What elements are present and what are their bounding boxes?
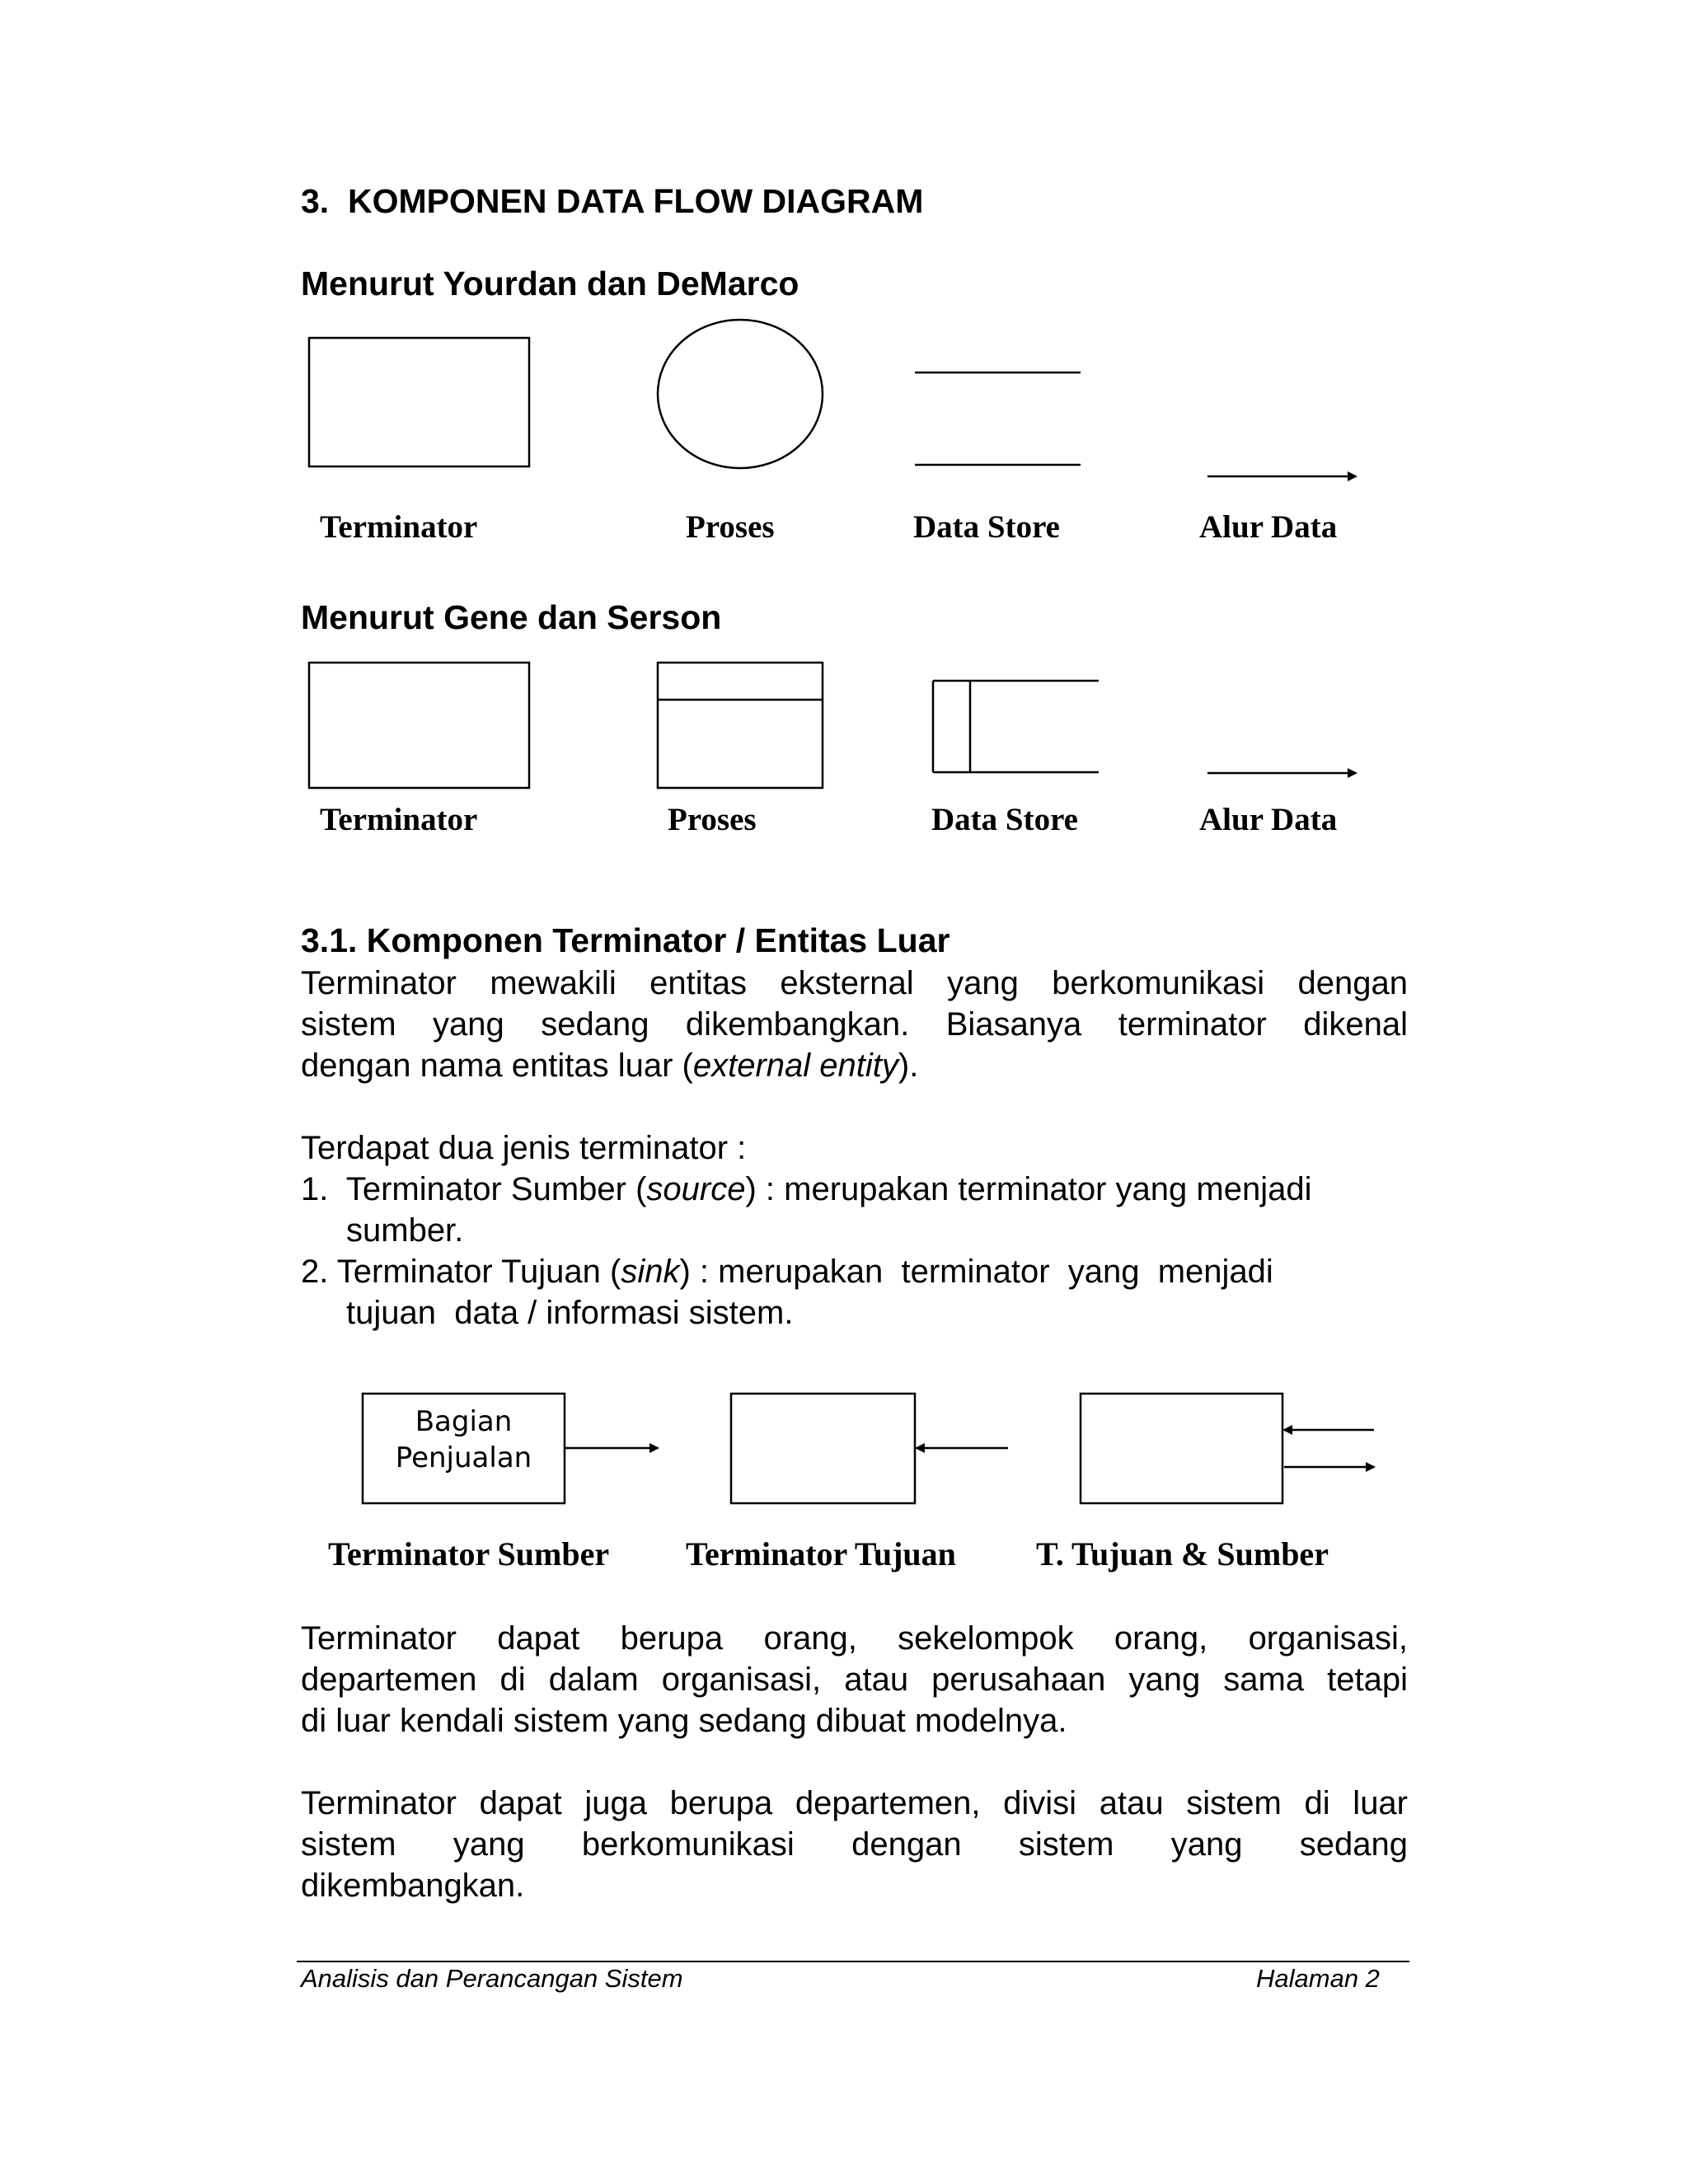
yourdan-label-terminator: Terminator (320, 509, 478, 545)
gane-heading: Menurut Gene dan Serson (301, 598, 722, 636)
type-item-1: 1. Terminator Sumber (source) : merupakan terminator yang menjadi (301, 1171, 1312, 1207)
intro-line: Terminator mewakili entitas eksternal yang berkomunikasi dengan (301, 965, 1408, 1001)
label-terminator-sink: Terminator Tujuan (686, 1535, 956, 1572)
paragraph-2 (301, 1618, 1408, 1741)
footer-left: Analisis dan Perancangan Sistem (301, 1964, 683, 1993)
paragraph-3-line: Terminator dapat juga berupa departemen, divisi atau sistem di luar (301, 1785, 1408, 1821)
paragraph-2-line: Terminator dapat berupa orang, sekelompok orang, organisasi, (301, 1620, 1408, 1657)
gane-process-symbol (658, 663, 823, 788)
yourdan-process-symbol (658, 320, 823, 468)
yourdan-label-dataflow: Alur Data (1199, 509, 1338, 545)
source-sink-terminator-box (1081, 1394, 1282, 1503)
intro-last-line: dengan nama entitas luar (external entity). (301, 1047, 919, 1084)
type-item-2-cont: tujuan data / informasi sistem. (346, 1295, 794, 1331)
gane-label-process: Proses (668, 802, 757, 837)
gane-label-dataflow: Alur Data (1199, 802, 1338, 837)
section-title: 3. KOMPONEN DATA FLOW DIAGRAM (301, 182, 924, 220)
footer-page-number: Halaman 2 (1256, 1964, 1380, 1993)
type-item-1-cont: sumber. (346, 1212, 464, 1249)
yourdan-label-datastore: Data Store (913, 509, 1060, 545)
gane-terminator-symbol (309, 663, 529, 788)
yourdan-heading: Menurut Yourdan dan DeMarco (301, 265, 799, 302)
yourdan-label-process: Proses (686, 509, 775, 545)
paragraph-3 (301, 1783, 1408, 1906)
gane-datastore-symbol (933, 681, 1099, 772)
gane-label-terminator: Terminator (320, 802, 478, 837)
intro-paragraph (301, 963, 1408, 1086)
label-terminator-source-sink: T. Tujuan & Sumber (1036, 1535, 1329, 1572)
source-box-text: Bagian Penjualan (395, 1405, 532, 1474)
yourdan-terminator-symbol (309, 338, 529, 466)
subsection-title: 3.1. Komponen Terminator / Entitas Luar (301, 921, 950, 959)
paragraph-2-last-line: di luar kendali sistem yang sedang dibuat modelnya. (301, 1703, 1067, 1739)
type-item-2: 2. Terminator Tujuan (sink) : merupakan terminator yang menjadi (301, 1254, 1273, 1290)
terminator-types (301, 1127, 1408, 1333)
paragraph-3-last-line: dikembangkan. (301, 1868, 525, 1904)
intro-line: sistem yang sedang dikembangkan. Biasanya terminator dikenal (301, 1006, 1408, 1043)
paragraph-2-line: departemen di dalam organisasi, atau perusahaan yang sama tetapi (301, 1661, 1408, 1698)
yourdan-datastore-symbol (915, 373, 1081, 465)
sink-terminator-box (731, 1394, 915, 1503)
types-intro: Terdapat dua jenis terminator : (301, 1130, 747, 1166)
gane-label-datastore: Data Store (931, 802, 1078, 837)
label-terminator-source: Terminator Sumber (328, 1535, 610, 1572)
paragraph-3-line: sistem yang berkomunikasi dengan sistem yang sedang (301, 1826, 1408, 1863)
